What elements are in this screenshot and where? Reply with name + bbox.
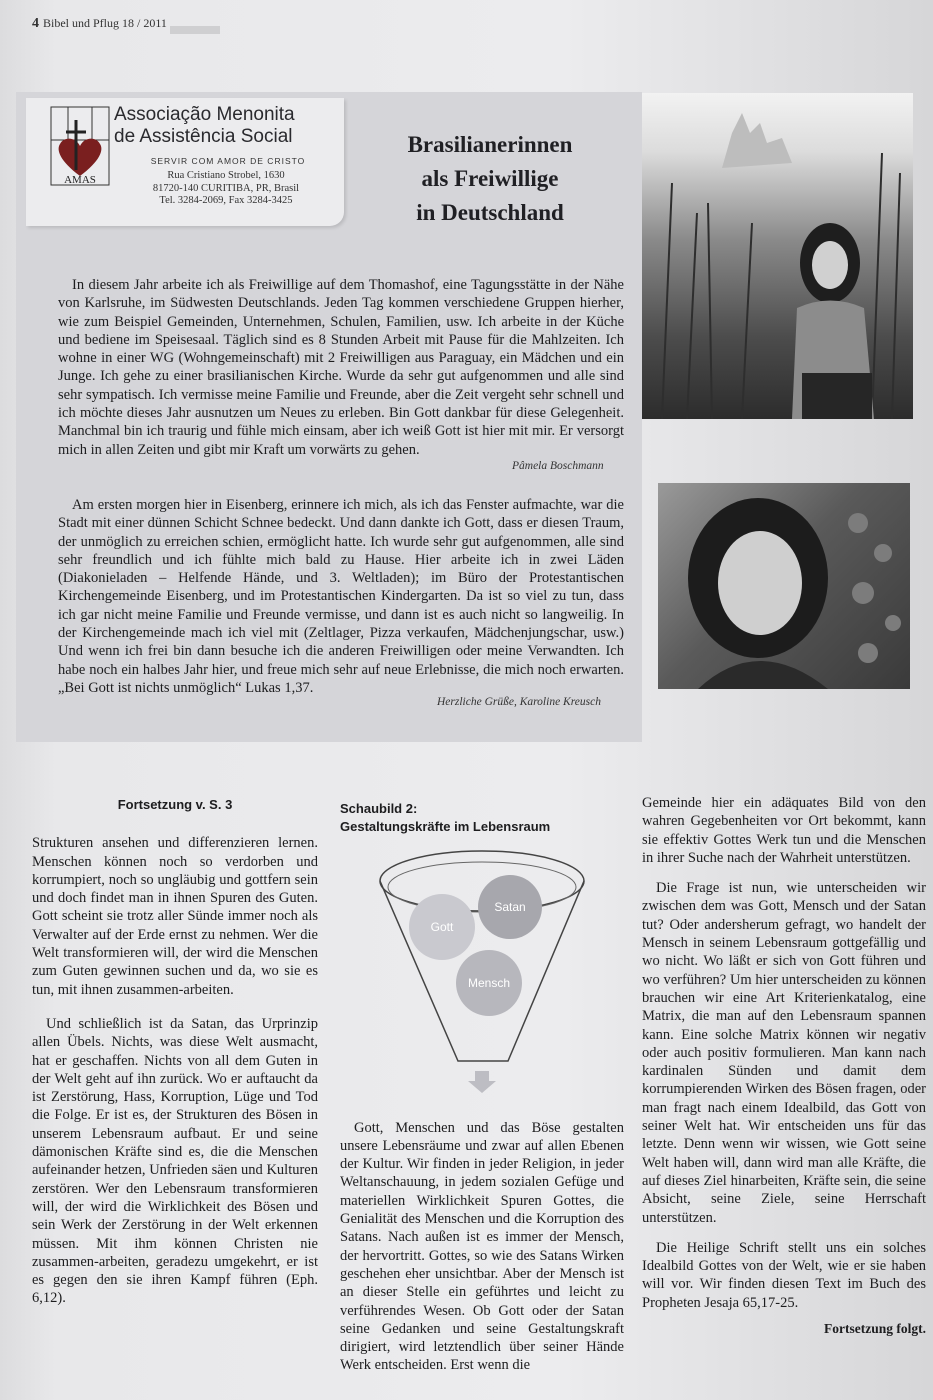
organization-name (114, 104, 344, 148)
diagram-heading-line-1: Schaubild 2: (340, 801, 418, 816)
photo-volunteer-castle (642, 93, 913, 419)
amas-logo (50, 106, 110, 186)
article-2-signature: Herzliche Grüße, Karoline Kreusch (437, 696, 601, 708)
organization-name-line-2: de Assistência Social (114, 126, 293, 147)
column-1-paragraph-1: Strukturen ansehen und differenzieren lernen. Menschen können noch so verdorben und korrumpiert, noch so ungläubig und gottfern sein und doch findet man in ihnen Spuren des Guten. Gott scheint sie trotz aller Sünde immer noch als Verwalter auf der Erde ernst zu nehmen. Wer die Welt transformieren will, der wird die Menschen zum Guten gewinnen suchen und da, wo sie es tun, mit ihnen zusammen-arbeiten. (32, 835, 318, 998)
funnel-diagram (340, 843, 624, 1093)
address-line: Rua Cristiano Strobel, 1630 (167, 170, 285, 181)
article-1-signature: Pâmela Boschmann (512, 460, 604, 472)
photo-volunteer-portrait (658, 483, 910, 689)
header-rule (170, 26, 220, 34)
headline-line-1: Brasilianerinnen (407, 132, 573, 157)
column-1-heading: Fortsetzung v. S. 3 (117, 797, 233, 812)
continued-note: Fortsetzung folgt. (824, 1321, 926, 1337)
page-number: 4 (32, 16, 39, 31)
column-3 (642, 794, 926, 1338)
column-3-paragraph-3: Die Heilige Schrift stellt uns ein solches Idealbild Gottes von der Welt, wie er sie haben will vor. Wir finden diesen Text im Buch des Propheten Jesaja 65,17-25. (642, 1239, 926, 1311)
organization-address (118, 170, 334, 208)
column-2 (340, 800, 624, 1375)
article-2-body: Am ersten morgen hier in Eisenberg, erinnere ich mich, als ich das Fenster aufmachte, war die Stadt mit einer dünnen Schicht Schnee bedeckt. Und dann dankte ich Gott, dass er diesen Traum, der unmöglich zu erreichen schien, ermöglicht hatte. Ich wurde sehr gut aufgenommen, alle sind sehr freundlich und ich fühlte mich bald zu Hause. Hier arbeite ich in zwei Läden (Diakonieladen – Helfende Hände, und 3. Weltladen); im Büro der Protestantischen Kirchengemeinde Eisenberg, und im Protestantischen Kindergarten. Da ist so viel zu tun, dass ich gar nicht meine Familie und Freunde vermisse, und dann ist es auch nicht so langweilig. In der Kirchengemeinde mach ich viel mit (Zeltlager, Pizza verkaufen, Mädchenjungschar, usw.) Und wenn ich frei bin dann besuche ich die anderen Freiwilligen oder meine Verwandten. Ich habe noch ein halbes Jahr hier, und freue mich sehr auf neue Erlebnisse, die mich noch erwarten. „Bei Gott ist nichts unmöglich“ Lukas 1,37. (58, 497, 624, 696)
column-1 (32, 797, 318, 1308)
logo-acronym: AMAS (64, 174, 96, 186)
column-2-paragraph-1: Gott, Menschen und das Böse gestalten unsere Lebensräume und zwar auf allen Ebenen der Kultur. Wir finden in jeder Religion, in jeder Weltanschauung, in jedem sozialen Gefüge und materiellen Wirklichkeit Spuren Gottes, die Genialität des Menschen und die Korruption des Satans. Nach außen ist es immer der Mensch, der hervortritt. Gottes, so wie des Satans Wirken geschehen eher unsichtbar. Aber der Mensch ist an dieser Stelle ein geführtes und leicht zu verführendes Wesen. Ob Gott oder der Satan seine Gedanken und seine Gestaltungskraft dirigiert, wird letztendlich über seiner Hände Werk entscheiden. Erst wenn die (340, 1119, 624, 1374)
page-header (32, 16, 167, 32)
article-headline (370, 128, 610, 230)
down-arrow-icon (468, 1071, 496, 1093)
organization-motto: SERVIR COM AMOR DE CRISTO (150, 156, 306, 166)
column-3-paragraph-2: Die Frage ist nun, wie unterscheiden wir zwischen dem was Gott, Mensch und der Satan tut? Oder andersherum gefragt, wo handelt der Mensch in seinem Lebensraum gottgefällig und wo nicht. Wo läßt er sich von Gott führen und wo verführen? Um hier unterscheiden zu können brauchen wir eine Art Kriterienkatalog, eine Matrix, die man auf den Lebensraum spannen kann. Eine solche Matrix können wir negativ oder auch positiv formulieren. Man kann nach kardinalen Sünden und damit dem korrumpierenden Wirken des Bösen fragen, oder man fragt nach einem Idealbild, das Gott von seiner Welt hat. Wir entscheiden uns für das letzte. Denn wenn wir wissen, wie Gott seine Welt haben will, dann wird man alle Kräfte, die auf dieses Ziel hinarbeiten, Kräfte sein, die seine Absicht, seine Ziele, seine Herrschaft unterstützen. (642, 880, 926, 1226)
column-3-paragraph-1: Gemeinde hier ein adäquates Bild von den wahren Gegebenheiten vor Ort bekommt, kann sie effektiv Gottes Werk tun und die Menschen in ihrer Suche nach der Wahrheit unterstützen. (642, 795, 926, 866)
article-1-body: In diesem Jahr arbeite ich als Freiwillige auf dem Thomashof, eine Tagungsstätte in der Nähe von Karlsruhe, im Südwesten Deutschlands. Jeden Tag kommen verschiedene Gruppen hierher, wie zum Beispiel Gemeinden, Unternehmen, Schulen, Familien, usw. Ich arbeite in der Küche und bediene im Speisesaal. Täglich sind es 8 Stunden Arbeit mit Pause für die Mahlzeiten. Ich wohne in einer WG (Wohngemeinschaft) mit 2 Freiwilligen aus Paraguay, ein Mädchen und ein Junge. Ich gehe zu einer brasilianischen Kirche. Wurde da sehr gut aufgenommen und alle sind sehr sympatisch. Ich vermisse meine Familie und Freunde, aber die Zeit vergeht sehr schnell und ich möchte dieses Jahr ausnutzen um Neues zu erleben. Bin Gott dankbar für diese Gelegenheit. Manchmal bin ich traurig und fühle mich einsam, aber ich weiß Gott ist hier mit mir. Er versorgt mich in allen Zeiten und gibt mir Kraft um vorwärts zu gehen. (58, 277, 624, 458)
headline-line-3: in Deutschland (416, 200, 564, 225)
column-1-paragraph-2: Und schließlich ist da Satan, das Urprinzip allen Übels. Nichts, was diese Welt ausmacht, hat er geschaffen. Nichts von all dem Guten in der Welt geht auf ihn zurück. Wo er auftaucht da ist Zerstörung, Hass, Korruption, Lüge und Tod die Folge. Er ist es, der Strukturen des Bösen in unserem Lebensraum aufbaut. Er und seine dämonischen Kräfte sind es, die die Menschen aufeinander hetzen, Unfrieden säen und Kulturen zerstören. Wer den Lebensraum transformieren will, der wird die Wirklichkeit des Bösen und sein Werk der Zerstörung in der Welt erkennen müssen. Mit ihm können Christen nie zusammen-arbeiten, geradezu umgekehrt, er ist es gegen den sie ihren Kampf führen (Eph. 6,12). (32, 1015, 318, 1307)
address-line: 81720-140 CURITIBA, PR, Brasil (152, 182, 300, 194)
label-gott: Gott (430, 919, 454, 934)
diagram-heading-line-2: Gestaltungskräfte im Lebensraum (340, 819, 551, 835)
label-mensch: Mensch (467, 975, 511, 990)
address-line: Tel. 3284-2069, Fax 3284-3425 (159, 195, 293, 206)
headline-line-2: als Freiwillige (421, 166, 559, 191)
label-satan: Satan (494, 899, 526, 914)
publication-name: Bibel und Pflug 18 / 2011 (43, 16, 167, 30)
organization-name-line-1: Associação Menonita (114, 104, 295, 125)
